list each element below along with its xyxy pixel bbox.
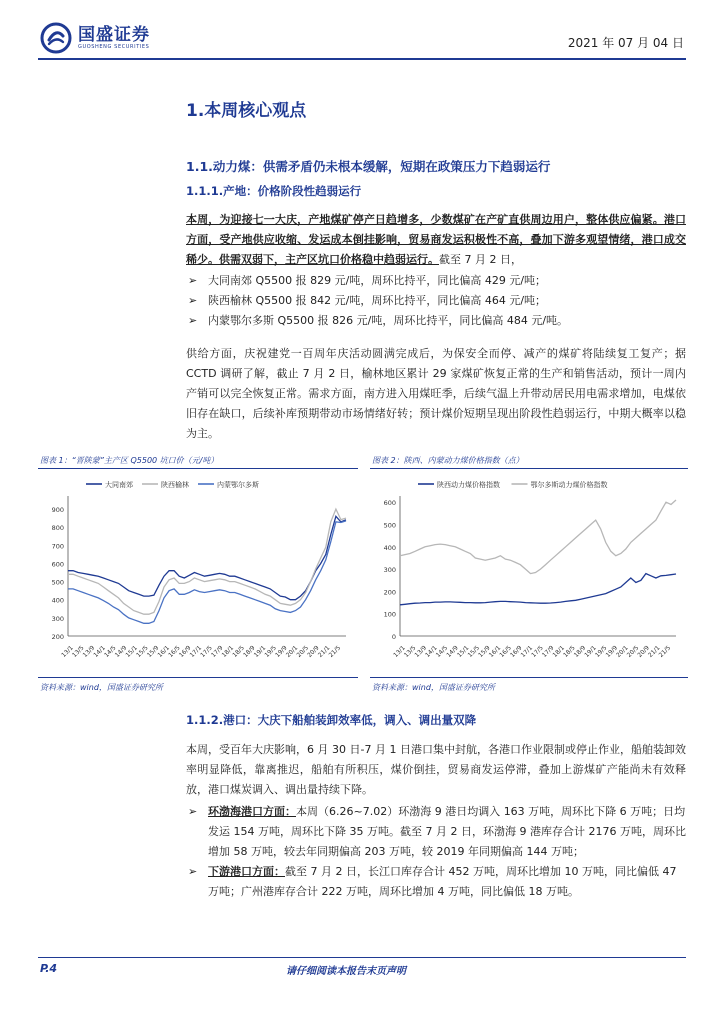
x-tick-label: 14/5 xyxy=(434,644,450,659)
x-tick-label: 20/9 xyxy=(306,644,321,659)
series-line-1 xyxy=(400,574,676,605)
arrow-bullet-icon: ➢ xyxy=(188,294,198,307)
legend-label: 鄂尔多斯动力煤价格指数 xyxy=(530,481,608,489)
y-tick-label: 400 xyxy=(383,543,396,552)
downstream-text: 截至 7 月 2 日，长江口库存合计 452 万吨，周环比增加 10 万吨，同比偏低 47 万吨；广州港库存合计 222 万吨，周环比增加 4 万吨，同比偏低 18 万吨。 xyxy=(208,865,677,898)
x-tick-label: 16/5 xyxy=(498,644,513,659)
x-tick-label: 21/1 xyxy=(316,644,332,659)
x-tick-label: 19/5 xyxy=(263,644,278,659)
x-tick-label: 20/5 xyxy=(295,644,310,659)
figure-2-top-rule xyxy=(370,468,688,469)
x-tick-label: 15/9 xyxy=(477,644,492,659)
section-1-1-title: 1.1.动力煤：供需矛盾仍未根本缓解，短期在政策压力下趋弱运行 xyxy=(186,159,551,174)
legend-label: 内蒙鄂尔多斯 xyxy=(217,481,259,489)
section-1-1-2-title: 1.1.2.港口：大庆下船舶装卸效率低，调入、调出量双降 xyxy=(186,713,477,727)
paragraph-supply xyxy=(186,210,686,270)
chart-1 xyxy=(38,472,358,672)
header-divider xyxy=(38,58,686,60)
footer-divider xyxy=(38,957,686,958)
x-tick-label: 17/5 xyxy=(199,644,214,659)
y-tick-label: 100 xyxy=(383,610,396,619)
series-line-1 xyxy=(68,516,346,599)
x-tick-label: 18/1 xyxy=(220,644,236,659)
x-tick-label: 20/5 xyxy=(625,644,641,659)
x-tick-label: 18/5 xyxy=(562,644,577,659)
x-tick-label: 19/1 xyxy=(583,644,598,659)
y-tick-label: 300 xyxy=(51,614,64,623)
x-tick-label: 19/5 xyxy=(593,644,609,659)
x-tick-label: 17/9 xyxy=(209,644,225,659)
x-tick-label: 19/9 xyxy=(604,644,620,659)
figure-2-bottom-rule xyxy=(370,677,688,678)
y-tick-label: 500 xyxy=(51,578,64,587)
x-tick-label: 14/5 xyxy=(103,644,118,659)
y-tick-label: 0 xyxy=(391,633,396,641)
x-tick-label: 20/1 xyxy=(615,644,630,659)
port-bullet-list xyxy=(186,802,686,902)
x-tick-label: 18/9 xyxy=(572,644,588,659)
brand-logo xyxy=(40,22,150,54)
paragraph-port: 本周，受百年大庆影响，6 月 30 日-7 月 1 日港口集中封航，各港口作业限制或停止作业，船舶装卸效率明显降低，靠离推迟，船舶有所积压，煤价倒挂，贸易商发运停滞，叠加上游煤矿产能尚未有效释放，港口煤炭调入、调出量持续下降。 xyxy=(186,743,686,796)
legend-label: 陕西动力煤价格指数 xyxy=(437,481,500,489)
x-tick-label: 19/1 xyxy=(252,644,268,659)
legend-label: 大同南郊 xyxy=(105,481,133,489)
x-tick-label: 17/1 xyxy=(519,644,535,659)
key-summary-text: 本周，为迎接七一大庆，产地煤矿停产日趋增多，少数煤矿在产矿直供周边用户，整体供应偏紧。港口方面，受产地供应收缩、发运成本倒挂影响，贸易商发运积极性不高，叠加下游多观望情绪，港口成交稀少。供需双弱下，主产区坑口价格稳中趋弱运行。 xyxy=(186,213,686,266)
figure-2-source: 资料来源：wind，国盛证券研究所 xyxy=(372,683,495,692)
series-line-3 xyxy=(68,521,346,623)
series-line-2 xyxy=(400,500,676,574)
x-tick-label: 17/5 xyxy=(530,644,545,659)
x-tick-label: 14/1 xyxy=(424,644,439,659)
x-tick-label: 18/9 xyxy=(242,644,257,659)
list-item: ➢ 大同南郊 Q5500 报 829 元/吨，周环比持平，同比偏高 429 元/吨； xyxy=(186,271,686,291)
bohai-text: 本周（6.26~7.02）环渤海 9 港日均调入 163 万吨，周环比下降 6 万吨；日均发运 154 万吨，周环比下降 35 万吨。截至 7 月 2 日，环渤海 9 港库存合计 2176 万吨，周环比增加 58 万吨，较去年同期偏高 203 万吨，较 2019 年同期偏高 144 万吨； xyxy=(208,805,686,858)
chart-1-svg xyxy=(38,472,358,672)
x-tick-label: 20/9 xyxy=(636,644,651,659)
y-tick-label: 600 xyxy=(51,560,64,569)
x-tick-label: 16/1 xyxy=(487,644,503,659)
logo-cn-text: 国盛证券 xyxy=(78,25,150,45)
x-tick-label: 14/1 xyxy=(92,644,107,659)
x-tick-label: 15/9 xyxy=(145,644,161,659)
arrow-bullet-icon: ➢ xyxy=(188,274,198,287)
chart-2-svg xyxy=(370,472,688,672)
x-tick-label: 20/1 xyxy=(284,644,300,659)
paragraph-outlook: 供给方面，庆祝建党一百周年庆活动圆满完成后，为保安全而停、减产的煤矿将陆续复工复产；据 CCTD 调研了解，截止 7 月 2 日，榆林地区累计 29 家煤矿恢复正常的生产和销售活动，预计一周内产销可以完全恢复正常。需求方面，南方进入用煤旺季，后续气温上升带动居民用电需求增加，电煤依旧存在缺口，后续补库预期带动市场情绪好转；预计煤价短期呈现出阶段性趋弱运行，中期大概率以稳为主。 xyxy=(186,347,686,440)
x-tick-label: 13/9 xyxy=(81,644,97,659)
x-tick-label: 17/9 xyxy=(540,644,556,659)
list-item xyxy=(186,862,686,902)
x-tick-label: 16/5 xyxy=(167,644,182,659)
downstream-label: 下游港口方面： xyxy=(208,865,285,878)
x-tick-label: 15/5 xyxy=(135,644,150,659)
disclaimer-note: 请仔细阅读本报告末页声明 xyxy=(286,966,406,977)
x-tick-label: 21/1 xyxy=(647,644,662,659)
x-tick-label: 13/1 xyxy=(60,644,75,659)
y-tick-label: 200 xyxy=(383,588,396,597)
x-tick-label: 15/1 xyxy=(124,644,139,659)
x-tick-label: 15/1 xyxy=(455,644,471,659)
y-tick-label: 700 xyxy=(51,542,64,551)
figure-1-bottom-rule xyxy=(38,677,358,678)
report-date: 2021 年 07 月 04 日 xyxy=(567,36,684,50)
list-item: ➢ 内蒙鄂尔多斯 Q5500 报 826 元/吨，周环比持平，同比偏高 484 元/吨。 xyxy=(186,311,686,331)
legend-label: 陕西榆林 xyxy=(161,481,189,489)
x-tick-label: 16/9 xyxy=(509,644,524,659)
figure-1-title: 图表 1：“晋陕蒙”主产区 Q5500 坑口价（元/吨） xyxy=(40,456,219,465)
x-tick-label: 21/5 xyxy=(657,644,673,659)
list-item xyxy=(186,802,686,862)
x-tick-label: 13/5 xyxy=(402,644,418,659)
series-line-2 xyxy=(68,509,346,614)
arrow-bullet-icon: ➢ xyxy=(188,805,198,818)
y-tick-label: 600 xyxy=(383,499,396,508)
x-tick-label: 14/9 xyxy=(445,644,460,659)
bohai-label: 环渤海港口方面： xyxy=(208,805,296,818)
x-tick-label: 19/9 xyxy=(274,644,289,659)
price-bullet-list xyxy=(186,271,686,331)
x-tick-label: 21/5 xyxy=(327,644,343,659)
x-tick-label: 18/5 xyxy=(231,644,246,659)
section-1-title: 1.本周核心观点 xyxy=(186,101,307,121)
section-1-1-1-title: 1.1.1.产地：价格阶段性趋弱运行 xyxy=(186,184,362,198)
y-tick-label: 400 xyxy=(51,596,64,605)
arrow-bullet-icon: ➢ xyxy=(188,314,198,327)
x-tick-label: 16/1 xyxy=(156,644,171,659)
list-item: ➢ 陕西榆林 Q5500 报 842 元/吨，周环比持平，同比偏高 464 元/吨； xyxy=(186,291,686,311)
y-tick-label: 800 xyxy=(51,524,64,533)
x-tick-label: 17/1 xyxy=(188,644,204,659)
y-tick-label: 200 xyxy=(51,633,64,641)
figure-1-top-rule xyxy=(38,468,358,469)
x-tick-label: 14/9 xyxy=(113,644,129,659)
logo-en-text: GUOSHENG SECURITIES xyxy=(78,44,150,50)
arrow-bullet-icon: ➢ xyxy=(188,865,198,878)
x-tick-label: 15/5 xyxy=(466,644,482,659)
page-number: P.4 xyxy=(40,962,58,975)
figure-2-title: 图表 2：陕西、内蒙动力煤价格指数（点） xyxy=(372,456,524,465)
chart-2 xyxy=(370,472,688,672)
y-tick-label: 300 xyxy=(383,566,396,575)
guosheng-logo-icon xyxy=(40,22,72,54)
paragraph-tail: 截至 7 月 2 日， xyxy=(439,253,522,266)
x-tick-label: 13/9 xyxy=(413,644,428,659)
y-tick-label: 900 xyxy=(51,506,64,515)
x-tick-label: 16/9 xyxy=(177,644,193,659)
x-tick-label: 13/1 xyxy=(392,644,407,659)
x-tick-label: 13/5 xyxy=(70,644,86,659)
x-tick-label: 18/1 xyxy=(551,644,566,659)
y-tick-label: 500 xyxy=(383,521,396,530)
figure-1-source: 资料来源：wind，国盛证券研究所 xyxy=(40,683,163,692)
